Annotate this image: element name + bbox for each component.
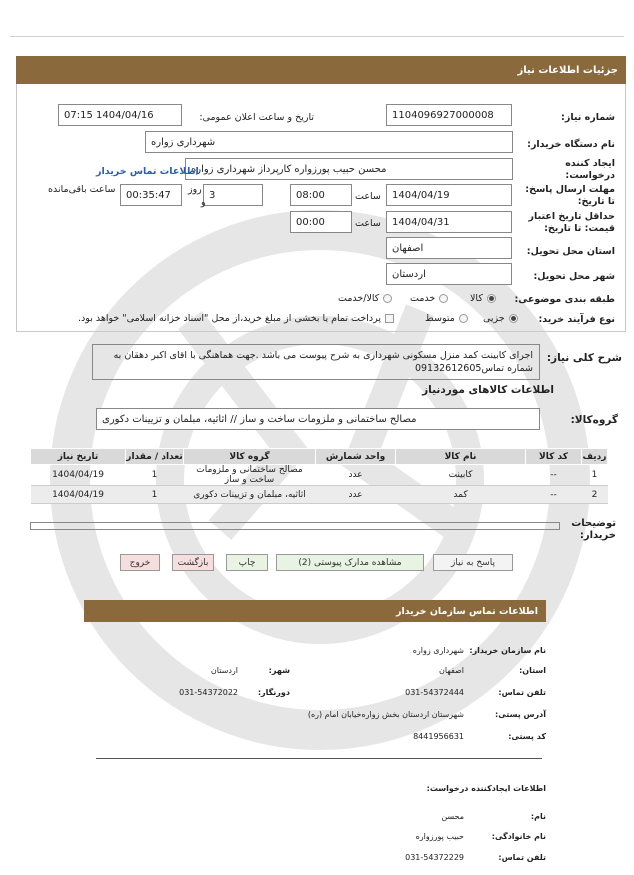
need-number-label: شماره نیاز: bbox=[561, 112, 615, 123]
radio-both[interactable] bbox=[383, 294, 392, 303]
validity-time-label: ساعت bbox=[355, 218, 381, 229]
contact-org-label: نام سازمان خریدار: bbox=[469, 646, 546, 655]
remaining-label: ساعت باقی‌مانده bbox=[48, 184, 116, 195]
category-option-goods[interactable]: کالا bbox=[470, 293, 496, 304]
validity-time-field: 00:00 bbox=[290, 211, 352, 233]
table-row[interactable]: 1 -- کابینت عدد مصالح ساختمانی و ملزومات ساخت و ساز 1 1404/04/19 bbox=[31, 465, 608, 486]
table-row[interactable]: 2 -- کمد عدد اثاثیه، مبلمان و تزیینات دکوری 1 1404/04/19 bbox=[31, 486, 608, 504]
summary-box bbox=[92, 344, 540, 380]
buyer-notes-field bbox=[30, 522, 560, 530]
payment-note[interactable]: پرداخت تمام یا بخشی از مبلغ خرید،از محل "اسناد خزانه اسلامی" خواهد بود. bbox=[78, 313, 394, 324]
attachments-button[interactable]: مشاهده مدارک پیوستی (2) bbox=[276, 554, 424, 571]
contact-info-link[interactable]: اطلاعات تماس خریدار bbox=[96, 166, 199, 177]
contact-province-label: استان: bbox=[519, 666, 546, 675]
goods-group-label: گروه‌کالا: bbox=[570, 414, 618, 426]
creator-phone-label: تلفن تماس: bbox=[498, 853, 546, 862]
process-option-medium[interactable]: متوسط bbox=[425, 313, 468, 324]
radio-minor[interactable] bbox=[509, 314, 518, 323]
process-label: نوع فرآیند خرید: bbox=[538, 314, 615, 325]
deadline-time-label: ساعت bbox=[355, 191, 381, 202]
contact-divider bbox=[96, 758, 542, 759]
city-label: شهر محل تحویل: bbox=[533, 271, 615, 282]
contact-header-title: اطلاعات تماس سازمان خریدار bbox=[395, 605, 538, 617]
category-option-service[interactable]: خدمت bbox=[410, 293, 448, 304]
col-qty: تعداد / مقدار bbox=[126, 449, 184, 465]
contact-postal-value: 8441956631 bbox=[413, 732, 464, 741]
deadline-label: مهلت ارسال پاسخ: تا تاریخ: bbox=[525, 184, 615, 207]
contact-postal-label: کد پستی: bbox=[508, 732, 546, 741]
creator-first-value: محسن bbox=[441, 812, 464, 821]
and-label: و bbox=[201, 197, 206, 208]
summary-label: شرح کلی نیاز: bbox=[546, 352, 622, 364]
col-name: نام کالا bbox=[396, 449, 526, 465]
buyer-org-field: شهرداری زواره bbox=[145, 131, 513, 153]
contact-city-value: اردستان bbox=[210, 666, 238, 675]
exit-button[interactable]: خروج bbox=[120, 554, 160, 571]
goods-table-header bbox=[31, 449, 608, 465]
col-idx: ردیف bbox=[582, 449, 608, 465]
goods-table bbox=[30, 448, 608, 504]
radio-goods[interactable] bbox=[487, 294, 496, 303]
goods-table-wrapper bbox=[30, 448, 608, 504]
treasury-checkbox[interactable] bbox=[385, 314, 394, 323]
col-date: تاریخ نیاز bbox=[31, 449, 126, 465]
category-option-both[interactable]: کالا/خدمت bbox=[338, 293, 392, 304]
announce-label: تاریخ و ساعت اعلان عمومی: bbox=[199, 112, 314, 123]
province-field: اصفهان bbox=[386, 237, 512, 259]
need-number-field: 1104096927000008 bbox=[386, 104, 512, 126]
back-button[interactable]: بازگشت bbox=[172, 554, 214, 571]
contact-phone-label: تلفن تماس: bbox=[498, 688, 546, 697]
radio-medium[interactable] bbox=[459, 314, 468, 323]
print-button[interactable]: چاپ bbox=[226, 554, 268, 571]
deadline-date-field: 1404/04/19 bbox=[386, 184, 512, 206]
reply-button[interactable]: پاسخ به نیاز bbox=[433, 554, 513, 571]
category-label: طبقه بندی موضوعی: bbox=[514, 294, 615, 305]
goods-group-field: مصالح ساختمانی و ملزومات ساخت و ساز // اثاثیه، مبلمان و تزیینات دکوری bbox=[96, 408, 540, 430]
radio-service[interactable] bbox=[439, 294, 448, 303]
creator-label: ایجاد کننده درخواست: bbox=[565, 158, 615, 181]
contact-address-value: شهرستان اردستان بخش زواره‌خیابان امام (ره) bbox=[307, 710, 464, 719]
creator-info-title: اطلاعات ایجادکننده درخواست: bbox=[426, 784, 546, 793]
contact-address-label: آدرس پستی: bbox=[495, 710, 546, 719]
creator-last-label: نام خانوادگی: bbox=[491, 832, 546, 841]
contact-city-label: شهر: bbox=[268, 666, 290, 675]
validity-date-field: 1404/04/31 bbox=[386, 211, 512, 233]
province-label: استان محل تحویل: bbox=[526, 246, 615, 257]
goods-section-title: اطلاعات کالاهای موردنیاز bbox=[422, 384, 554, 396]
days-label: روز bbox=[188, 184, 202, 195]
validity-label: حداقل تاریخ اعتبار قیمت: تا تاریخ: bbox=[528, 211, 615, 234]
details-header-title: جزئیات اطلاعات نیاز bbox=[517, 64, 618, 76]
days-field: 3 bbox=[203, 184, 263, 206]
buyer-org-label: نام دستگاه خریدار: bbox=[527, 139, 615, 150]
contact-phone-value: 031-54372444 bbox=[405, 688, 464, 697]
contact-fax-value: 031-54372022 bbox=[179, 688, 238, 697]
creator-field: محسن حبیب پورزواره کارپرداز شهرداری زواره bbox=[185, 158, 513, 180]
col-code: کد کالا bbox=[526, 449, 582, 465]
creator-last-value: حبیب پورزواره bbox=[415, 832, 464, 841]
col-unit: واحد شمارش bbox=[316, 449, 396, 465]
creator-first-label: نام: bbox=[530, 812, 546, 821]
buyer-notes-label: توضیحات خریدار: bbox=[571, 518, 616, 541]
top-divider bbox=[10, 36, 624, 37]
city-field: اردستان bbox=[386, 263, 512, 285]
col-group: گروه کالا bbox=[184, 449, 316, 465]
contact-fax-label: دورنگار: bbox=[257, 688, 290, 697]
deadline-time-field: 08:00 bbox=[290, 184, 352, 206]
details-header-bar bbox=[16, 56, 626, 84]
announce-field: 1404/04/16 07:15 bbox=[58, 104, 182, 126]
creator-phone-value: 031-54372229 bbox=[405, 853, 464, 862]
remaining-field: 00:35:47 bbox=[120, 184, 182, 206]
contact-org-value: شهرداری زواره bbox=[412, 646, 464, 655]
contact-header-bar bbox=[84, 600, 546, 622]
process-option-minor[interactable]: جزیی bbox=[483, 313, 518, 324]
summary-text: اجرای کابینت کمد منزل مسکونی شهرداری به شرح پیوست می باشد .جهت هماهنگی با اقای اکبر دهقان به شماره تماس09132612605 bbox=[113, 350, 533, 374]
contact-province-value: اصفهان bbox=[438, 666, 464, 675]
